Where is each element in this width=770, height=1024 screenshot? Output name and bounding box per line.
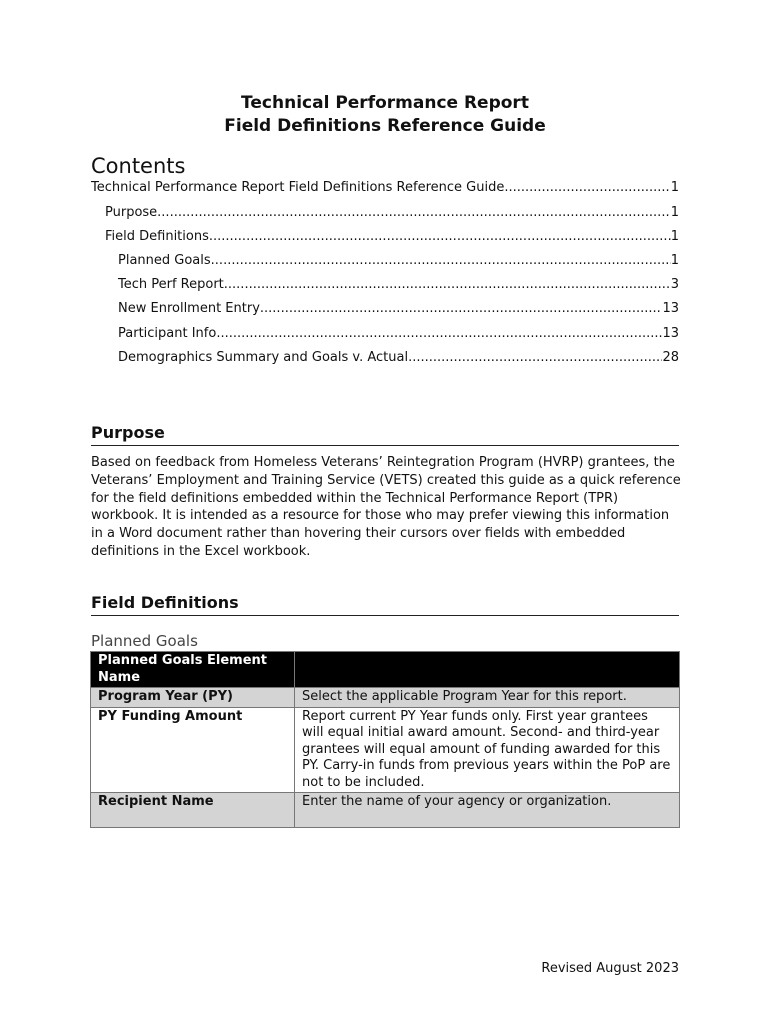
field-definition-cell: Report current PY Year funds only. First year grantees will equal initial award amount. Second- and third-year grantees will equal amount of funding awarded for this PY. Carry-in funds from previous years within the PoP are not to be included.	[295, 707, 680, 793]
toc-entry[interactable]	[105, 204, 679, 222]
toc-entry-label: Planned Goals	[118, 253, 211, 268]
toc-leader-dots	[209, 228, 671, 246]
toc-entry-page: 1	[670, 180, 679, 195]
toc-entry-label: Technical Performance Report Field Definitions Reference Guide	[91, 180, 505, 195]
planned-goals-table	[90, 651, 680, 828]
toc-entry[interactable]	[118, 349, 679, 367]
toc-leader-dots	[504, 179, 670, 197]
toc-leader-dots	[211, 252, 671, 270]
toc-entry-page: 1	[670, 229, 679, 244]
toc-entry-page: 1	[670, 205, 679, 220]
toc-entry-page: 1	[670, 253, 679, 268]
toc-entry-page: 28	[662, 350, 679, 365]
purpose-heading: Purpose	[91, 423, 679, 446]
toc-leader-dots	[157, 204, 671, 222]
toc-entry-label: Tech Perf Report	[118, 277, 224, 292]
toc-entry-page: 3	[670, 277, 679, 292]
definition-column-header	[295, 652, 680, 688]
document-title-line-2: Field Definitions Reference Guide	[224, 116, 546, 136]
purpose-paragraph: Based on feedback from Homeless Veterans’ Reintegration Program (HVRP) grantees, the Veterans’ Employment and Training Service (VETS) created this guide as a quick reference for the field definitions embedded within the Technical Performance Report (TPR) workbook. It is intended as a resource for those who may prefer viewing this information in a Word document rather than hovering their cursors over fields with embedded definitions in the Excel workbook.	[91, 455, 681, 559]
table-row	[91, 793, 680, 828]
planned-goals-subheading: Planned Goals	[91, 632, 198, 650]
toc-leader-dots	[224, 276, 671, 294]
toc-leader-dots	[260, 300, 663, 318]
toc-entry-label: Demographics Summary and Goals v. Actual	[118, 350, 409, 365]
field-definition-cell: Select the applicable Program Year for this report.	[295, 688, 680, 708]
element-name-column-header: Planned Goals Element Name	[91, 652, 295, 688]
toc-leader-dots	[216, 325, 662, 343]
contents-heading: Contents	[91, 154, 186, 178]
toc-entry[interactable]	[118, 325, 679, 343]
field-definition-cell: Enter the name of your agency or organization.	[295, 793, 680, 828]
toc-entry[interactable]	[118, 252, 679, 270]
field-name-cell: Program Year (PY)	[91, 688, 295, 708]
toc-entry-page: 13	[662, 301, 679, 316]
table-row	[91, 688, 680, 708]
field-name-cell: PY Funding Amount	[91, 707, 295, 793]
document-title-line-1: Technical Performance Report	[241, 93, 529, 113]
toc-entry-label: Participant Info	[118, 326, 217, 341]
revision-footer: Revised August 2023	[541, 961, 679, 976]
toc-leader-dots	[408, 349, 662, 367]
toc-entry[interactable]	[118, 276, 679, 294]
toc-entry[interactable]	[91, 179, 679, 197]
table-header-row	[91, 652, 680, 688]
table-row	[91, 707, 680, 793]
field-definitions-heading: Field Definitions	[91, 593, 679, 616]
toc-entry-label: Field Definitions	[105, 229, 209, 244]
toc-entry-label: Purpose	[105, 205, 158, 220]
field-name-cell: Recipient Name	[91, 793, 295, 828]
toc-entry[interactable]	[105, 228, 679, 246]
toc-entry-page: 13	[662, 326, 679, 341]
toc-entry[interactable]	[118, 300, 679, 318]
toc-entry-label: New Enrollment Entry	[118, 301, 260, 316]
